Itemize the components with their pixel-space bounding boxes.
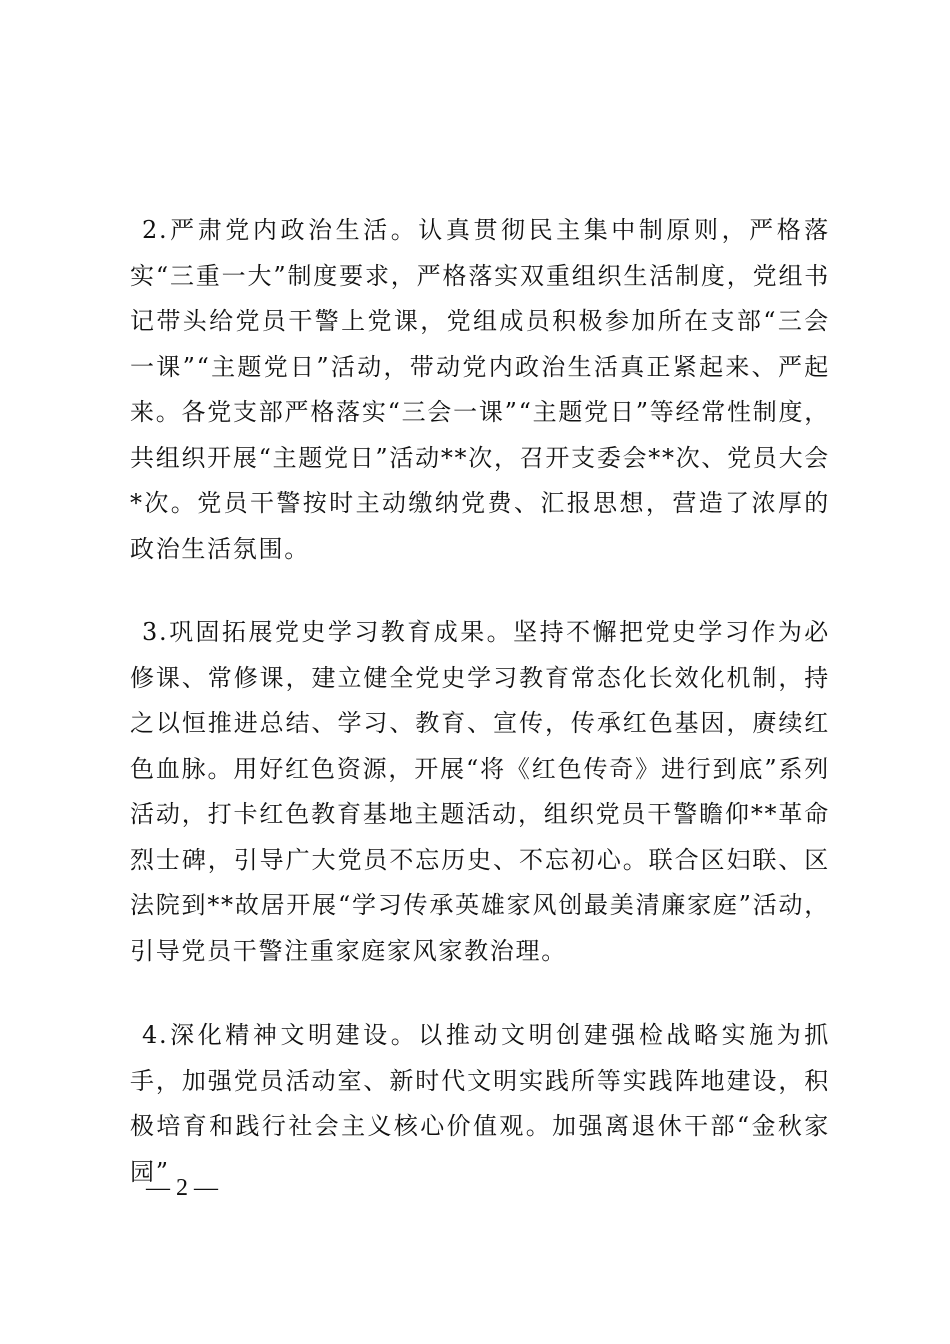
paragraph-spiritual-civilization: 4.深化精神文明建设。以推动文明创建强检战略实施为抓手，加强党员活动室、新时代文明实践所等实践阵地建设，积极培育和践行社会主义核心价值观。加强离退休干部“金秋家园” <box>130 1021 830 1186</box>
paragraph-political-life: 2.严肃党内政治生活。认真贯彻民主集中制原则，严格落实“三重一大”制度要求，严格落实双重组织生活制度，党组书记带头给党员干警上党课，党组成员积极参加所在支部“三会一课”“主题党日”活动，带动党内政治生活真正紧起来、严起来。各党支部严格落实“三会一课”“主题党日”等经常性制度，共组织开展“主题党日”活动**次，召开支委会**次、党员大会*次。党员干警按时主动缴纳党费、汇报思想，营造了浓厚的政治生活氛围。 <box>130 216 830 563</box>
page-number: — 2 — <box>146 1175 218 1201</box>
paragraph-party-history: 3.巩固拓展党史学习教育成果。坚持不懈把党史学习作为必修课、常修课，建立健全党史学习教育常态化长效化机制，持之以恒推进总结、学习、教育、宣传，传承红色基因，赓续红色血脉。用好红色资源，开展“将《红色传奇》进行到底”系列活动，打卡红色教育基地主题活动，组织党员干警瞻仰**革命烈士碑，引导广大党员不忘历史、不忘初心。联合区妇联、区法院到**故居开展“学习传承英雄家风创最美清廉家庭”活动，引导党员干警注重家庭家风家教治理。 <box>130 618 830 965</box>
